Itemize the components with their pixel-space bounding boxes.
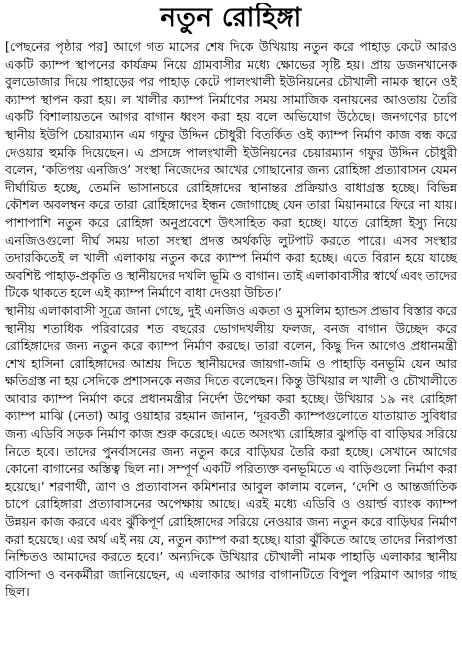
article-paragraph-2: স্থানীয় এলাকাবাসী সূত্রে জানা গেছে, দুই এনজিও একতা ও মুসলিম হ্যান্ডস প্রভাব বিস্তার করে স্থানীয় শতাধিক পরিবারের শত বছরের ভোগদখলীয় ফলজ, বনজ বাগান উচ্ছেদ করে রোহিঙ্গাদের জন্য নতুন করে ক্যাম্প নির্মাণ করছে। তারা বলেন, কিছু দিন আগেও প্রধানমন্ত্রী শেখ হাসিনা রোহিঙ্গাদের আশ্রয় দিতে স্থানীয়দের জায়গা-জমি ও পাহাড়ি বনভূমি যেন আর ক্ষতিগ্রস্ত না হয় সেদিকে প্রশাসনকে নজর দিতে বলেছেন। কিন্তু উখিয়ার ল খালী ও চৌখালীতে আবার ক্যাম্প নির্মাণ করে প্রধানমন্ত্রীর নির্দেশ উপেক্ষা করা হচ্ছে। উখিয়ার ১৯ নং রোহিঙ্গা ক্যাম্প মাঝি (নেতা) আবু ওয়াহার রহমান জানান, ‘দূরবর্তী ক্যাম্পগুলোতে যাতায়াত সুবিধার জন্য এডিবি সড়ক নির্মাণ কাজ শুরু করেছে। এতে অসংখ্য রোহিঙ্গার ঝুপড়ি বা বাড়িঘর সরিয়ে নিতে হবে। তাদের পুনর্বাসনের জন্য নতুন করে বাড়িঘর তৈরি করা হচ্ছে। সেখানে আগের কোনো বাগানের অস্তিত্ব ছিল না। সম্পূর্ণ একটি পরিত্যক্ত বনভূমিতে এ বাড়িগুলো নির্মাণ করা হয়েছে।’ শরণার্থী, ত্রাণ ও প্রত্যাবাসন কমিশনার আবুল কালাম বলেন, ‘দেশি ও আন্তর্জাতিক চাপে রোহিঙ্গারা প্রত্যাবাসনের অপেক্ষায় আছে। এরই মধ্যে এডিবি ও ওয়ার্ল্ড ব্যাংক ক্যাম্প উন্নয়ন কাজ করবে এবং ঝুঁকিপূর্ণ রোহিঙ্গাদের সরিয়ে নেওয়ার জন্য নতুন করে বাড়িঘর নির্মাণ করা হয়েছে। এর অর্থ এই নয় যে, নতুন ক্যাম্প করা হচ্ছে। যারা ঝুঁকিতে আছে তাদের নিরাপত্তা নিশ্চিতও আমাদের করতে হবে।’ অন্যদিকে উখিয়ার চৌখালী নামক পাহাড়ি এলাকার স্থানীয় বাসিন্দা ও বনকর্মীরা জানিয়েছেন, এ এলাকার আগর বাগানটিতে বিপুল পরিমাণ আগর গাছ ছিল। [5, 302, 457, 600]
article-body [5, 38, 457, 658]
article-headline: নতুন রোহিঙ্গা [160, 3, 302, 33]
article-paragraph-1: [পেছনের পৃষ্ঠার পর] আগে গত মাসের শেষ দিকে উখিয়ায় নতুন করে পাহাড় কেটে আরও একটি ক্যাম্প স্থাপনের কার্যক্রম নিয়ে গ্রামবাসীর মধ্যে ক্ষোভের সৃষ্টি হয়। প্রায় ডজনখানেক বুলডোজার দিয়ে পাহাড়ের পর পাহাড় কেটে পালংখালী ইউনিয়নের চৌখালী নামক স্থানে ওই ক্যাম্প স্থাপন করা হয়। ল খালীর ক্যাম্প নির্মাণের সময় সামাজিক বনায়নের আওতায় তৈরি একটি বিশালায়তনে আগর বাগান ধ্বংস করা হয় বলে অভিযোগ উঠেছে। জনগণের চাপে স্থানীয় ইউপি চেয়ারম্যান এম গফুর উদ্দিন চৌধুরী বিতর্কিত ওই ক্যাম্প নির্মাণ কাজ বন্ধ করে দেওয়ার হুমকি দিয়েছেন। এ প্রসঙ্গে পালংখালী ইউনিয়নের চেয়ারম্যান গফুর উদ্দিন চৌধুরী বলেন, ‘কতিপয় এনজিও’ সংস্থা নিজেদের আখের গোছানোর জন্য রোহিঙ্গা প্রত্যাবাসন যেমন দীর্ঘায়িত হচ্ছে, তেমনি ভাসানচরে রোহিঙ্গাদের স্থানান্তর প্রক্রিয়াও বাধাগ্রস্ত হচ্ছে। বিভিন্ন কৌশল অবলম্বন করে তারা রোহিঙ্গাদের ইন্ধন জোগাচ্ছে যেন তারা মিয়ানমারে ফিরে না যায়। পাশাপাশি নতুন করে রোহিঙ্গা অনুপ্রবেশে উৎসাহিত করা হচ্ছে। যাতে রোহিঙ্গা ইস্যু নিয়ে এনজিওগুলো দীর্ঘ সময় দাতা সংস্থা প্রদত্ত অর্থকড়ি লুটপাট করতে পারে। এসব সংস্থার তদারকিতেই ল খালী এলাকায় নতুন করে ক্যাম্প নির্মাণ করা হচ্ছে। এতে বিরান হয়ে যাচ্ছে অবশিষ্ট পাহাড়-প্রকৃতি ও স্থানীয়দের দখলি ভূমি ও বাগান। তাই এলাকাবাসীর স্বার্থে এবং তাদের টিকে থাকতে হলে এই ক্যাম্প নির্মাণে বাধা দেওয়া উচিত।’ [5, 39, 457, 301]
